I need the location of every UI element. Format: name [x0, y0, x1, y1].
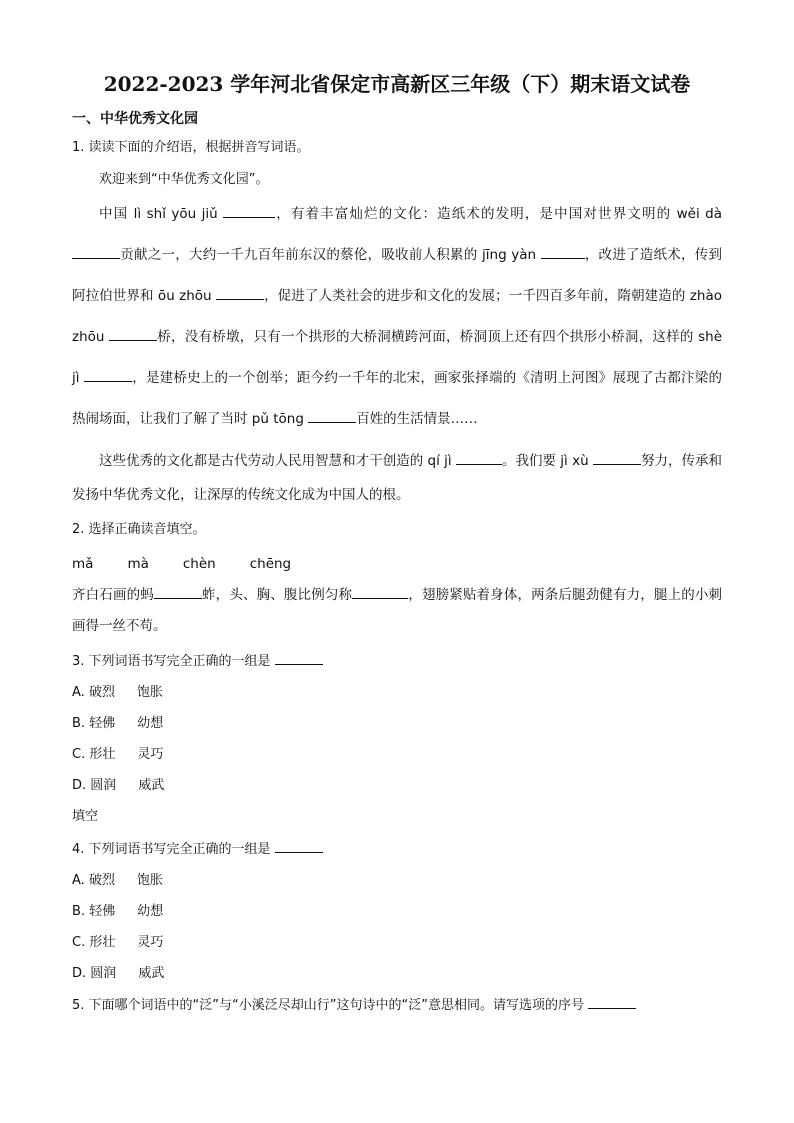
answer-blank[interactable] [154, 584, 202, 599]
pinyin-option: mà [127, 556, 149, 572]
option-d[interactable] [72, 776, 722, 796]
pinyin-option: mǎ [72, 556, 94, 572]
option-word: 灵巧 [137, 747, 164, 762]
section-heading: 一、中华优秀文化园 [72, 111, 198, 127]
answer-blank[interactable] [84, 367, 132, 382]
text-segment: 努力，传承和发扬中华优秀文化，让深厚的传统文化成为中国人的根。 [72, 453, 723, 503]
option-b[interactable] [72, 902, 722, 922]
text-segment: 5. 下面哪个词语中的“泛”与“小溪泛尽却山行”这句诗中的“泛”意思相同。请写选项的序号 [72, 998, 589, 1013]
option-a[interactable] [72, 683, 722, 703]
pinyin-options [72, 554, 722, 574]
text-segment: 蚱，头、胸、腹比例匀称 [201, 587, 353, 603]
option-word: 幼想 [137, 904, 164, 919]
text-segment: 这些优秀的文化都是古代劳动人民用智慧和才干创造的 qí jì [99, 453, 456, 469]
option-a[interactable] [72, 871, 722, 891]
question-1-paragraph-2 [72, 444, 722, 512]
option-b[interactable] [72, 714, 722, 734]
answer-blank[interactable] [216, 285, 264, 300]
text-segment: 3. 下列词语书写完全正确的一组是 [72, 654, 275, 669]
question-1-paragraph-1 [72, 194, 722, 440]
option-label: D. [72, 966, 87, 981]
option-label: C. [72, 747, 86, 762]
option-word: 灵巧 [137, 935, 164, 950]
answer-blank[interactable] [72, 244, 120, 259]
text-segment: ，是建桥史上的一个创举；距今约一千年的北宋，画家张择端的《清明上河图》展现了古都汴梁的热闹场面，让我们了解了当时 pǔ tōng [72, 370, 722, 427]
option-label: D. [72, 778, 87, 793]
text-segment: ，翅膀紧贴着身体，两条后腿劲健有力，腿上的小刺画得一丝不苟。 [72, 587, 723, 634]
answer-blank[interactable] [541, 244, 585, 259]
text-segment: 中国 lì shǐ yōu jiǔ [99, 206, 224, 222]
text-segment: 齐白石画的蚂 [72, 587, 154, 603]
question-4-prompt [72, 838, 722, 860]
fill-label: 填空 [72, 809, 99, 824]
question-1-welcome: 欢迎来到“中华优秀文化园”。 [99, 172, 269, 187]
answer-blank[interactable] [223, 203, 275, 218]
option-label: B. [72, 716, 86, 731]
page-title: 2022-2023 学年河北省保定市高新区三年级（下）期末语文试卷 [103, 72, 691, 96]
pinyin-option: chèn [182, 556, 216, 572]
text-segment: ，促进了人类社会的进步和文化的发展；一千四百多年前，隋朝建造的 zhào zhōu [72, 288, 722, 345]
text-segment: 贡献之一，大约一千九百年前东汉的蔡伦，吸收前人积累的 jīng yàn [120, 247, 541, 263]
answer-blank[interactable] [352, 584, 408, 599]
answer-blank[interactable] [109, 326, 157, 341]
question-5-prompt [72, 994, 722, 1016]
pinyin-option: chēng [249, 556, 292, 572]
answer-blank[interactable] [588, 994, 636, 1009]
answer-blank[interactable] [456, 450, 502, 465]
option-word: 圆润 [90, 778, 117, 793]
text-segment: ，有着丰富灿烂的文化：造纸术的发明，是中国对世界文明的 wěi dà [275, 206, 722, 222]
question-2-text [72, 580, 722, 642]
option-word: 破烈 [88, 685, 115, 700]
option-word: 轻佛 [89, 904, 116, 919]
question-1-prompt: 1. 读读下面的介绍语，根据拼音写词语。 [72, 140, 310, 155]
option-word: 饱胀 [136, 873, 163, 888]
text-segment: 。我们要 jì xù [501, 453, 593, 469]
option-c[interactable] [72, 933, 722, 953]
option-word: 形壮 [89, 747, 116, 762]
answer-blank[interactable] [275, 838, 323, 853]
text-segment: 4. 下列词语书写完全正确的一组是 [72, 842, 275, 857]
text-segment: 百姓的生活情景…… [356, 411, 478, 427]
option-label: A. [72, 685, 85, 700]
option-word: 圆润 [90, 966, 117, 981]
option-c[interactable] [72, 745, 722, 765]
text-segment: 桥，没有桥墩，只有一个拱形的大桥洞横跨河面，桥洞顶上还有四个拱形小桥洞，这样的 shè jì [72, 329, 723, 386]
text-segment: ，改进了造纸术，传到阿拉伯世界和 ōu zhōu [72, 247, 722, 304]
option-word: 破烈 [88, 873, 115, 888]
answer-blank[interactable] [275, 650, 323, 665]
question-3-prompt [72, 650, 722, 672]
option-word: 威武 [138, 966, 165, 981]
option-word: 幼想 [137, 716, 164, 731]
option-label: A. [72, 873, 85, 888]
answer-blank[interactable] [308, 408, 356, 423]
option-word: 威武 [138, 778, 165, 793]
option-d[interactable] [72, 964, 722, 984]
option-word: 形壮 [89, 935, 116, 950]
question-2-prompt: 2. 选择正确读音填空。 [72, 522, 206, 537]
option-word: 饱胀 [136, 685, 163, 700]
option-label: B. [72, 904, 86, 919]
option-word: 轻佛 [89, 716, 116, 731]
option-label: C. [72, 935, 86, 950]
answer-blank[interactable] [593, 450, 641, 465]
